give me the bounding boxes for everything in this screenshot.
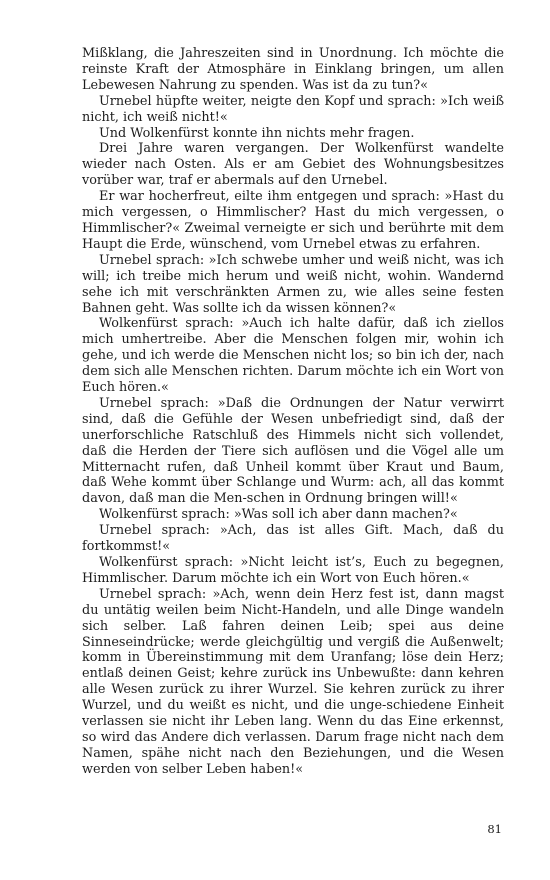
paragraph: Urnebel sprach: »Ich schwebe umher und weiß nicht, was ich will; ich treibe mich herum und weiß nicht, wohin. Wandernd sehe ich mit verschränkten Armen zu, wie alles seine festen Bahnen geht. Was sollte ich da wissen können?«	[82, 252, 504, 316]
paragraph: Wolkenfürst sprach: »Nicht leicht ist’s, Euch zu begegnen, Himmlischer. Darum möchte ich ein Wort von Euch hören.«	[82, 555, 504, 586]
paragraph: Wolkenfürst sprach: »Was soll ich aber dann machen?«	[99, 507, 458, 523]
paragraph: Wolkenfürst sprach: »Auch ich halte dafür, daß ich ziellos mich umhertreibe. Aber die Menschen folgen mir, wohin ich gehe, und ich werde die Menschen nicht los; so bin ich der, nach dem sich alle Menschen richten. Darum möchte ich ein Wort von Euch hören.«	[82, 316, 504, 396]
paragraph: Urnebel sprach: »Ach, wenn dein Herz fest ist, dann magst du untätig weilen beim Nicht-Handeln, und alle Dinge wandeln sich selber. Laß fahren deinen Leib; spei aus deine Sinneseindrücke; werde gleichgültig und vergiß die Außenwelt; komm in Übereinstimmung mit dem Uranfang; löse dein Herz; entlaß deinen Geist; kehre zurück ins Unbewußte: dann kehren alle Wesen zurück zu ihrer Wurzel. Sie kehren zurück zu ihrer Wurzel, und du weißt es nicht, und die unge-schiedene Einheit verlassen sie nicht ihr Leben lang. Wenn du das Eine erkennst, so wird das Andere dich verlassen. Darum frage nicht nach dem Namen, spähe nicht nach den Beziehungen, und die Wesen werden von selber Leben haben!«	[82, 586, 504, 777]
paragraph: Urnebel sprach: »Daß die Ordnungen der Natur verwirrt sind, daß die Gefühle der Wesen unbefriedigt sind, daß der unerforschliche Ratschluß des Himmels nicht sich vollendet, daß die Herden der Tiere sich auflösen und die Vögel alle um Mitternacht rufen, daß Unheil kommt über Kraut und Baum, daß Wehe kommt über Schlange und Wurm: ach, all das kommt davon, daß man die Men-schen in Ordnung bringen will!«	[82, 395, 504, 507]
paragraph: Mißklang, die Jahreszeiten sind in Unordnung. Ich möchte die reinste Kraft der Atmosphäre in Einklang bringen, um allen Lebewesen Nahrung zu spenden. Was ist da zu tun?«	[82, 46, 504, 93]
page-number: 81	[487, 822, 502, 836]
body-text	[82, 46, 504, 778]
paragraph: Drei Jahre waren vergangen. Der Wolkenfürst wandelte wieder nach Osten. Als er am Gebiet des Wohnungsbesitzes vorüber war, traf er abermals auf den Urnebel.	[82, 141, 504, 189]
paragraph: Urnebel sprach: »Ach, das ist alles Gift. Mach, daß du fortkommst!«	[82, 523, 504, 555]
paragraph: Urnebel hüpfte weiter, neigte den Kopf und sprach: »Ich weiß nicht, ich weiß nicht!«	[82, 93, 504, 125]
paragraph: Er war hocherfreut, eilte ihm entgegen und sprach: »Hast du mich vergessen, o Himmlischer? Hast du mich vergessen, o Himmlischer?« Zweimal verneigte er sich und berührte mit dem Haupt die Erde, wünschend, vom Urnebel etwas zu erfahren.	[82, 189, 504, 252]
paragraph: Und Wolkenfürst konnte ihn nichts mehr fragen.	[99, 125, 415, 141]
